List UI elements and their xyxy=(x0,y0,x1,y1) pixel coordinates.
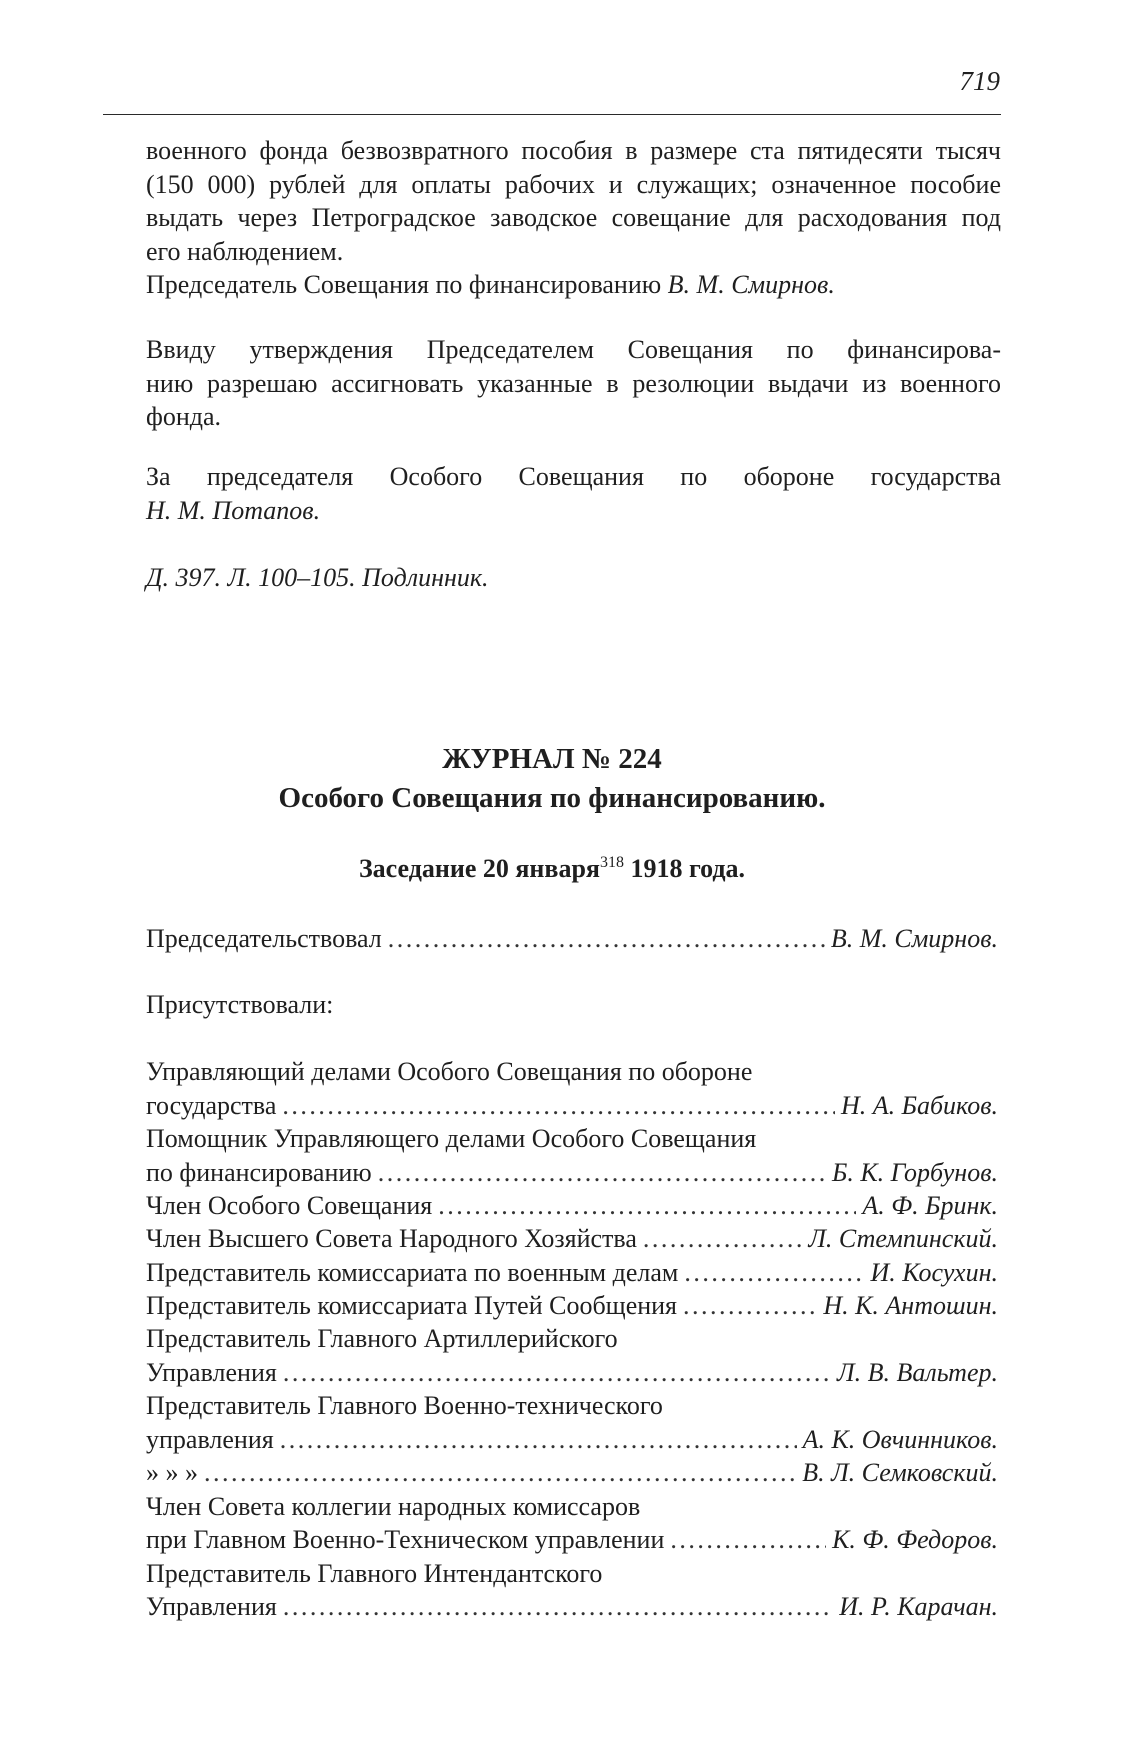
attendee-label: Представитель комиссариата Путей Сообщения xyxy=(146,1291,678,1320)
leader-dots xyxy=(643,1222,802,1256)
journal-subtitle: Особого Совещания по финансированию. xyxy=(278,782,826,814)
attendee-row xyxy=(146,1423,998,1457)
attendee-name: Н. К. Антошин. xyxy=(823,1291,998,1320)
approval-line: Ввиду утверждения Председателем Совещания по финансирова- xyxy=(146,335,1001,364)
chairman-signature xyxy=(146,268,835,302)
session-prefix: Заседание 20 января xyxy=(358,854,600,883)
leader-dots xyxy=(283,1356,831,1390)
continuation-line: его наблюдением. xyxy=(146,236,344,266)
continuation-line: выдать через Петроградское заводское совещание для расходования под xyxy=(146,203,1001,232)
attendee-row xyxy=(146,1590,998,1624)
leader-dots xyxy=(683,1289,817,1323)
attendee-title-line: Член Совета коллегии народных комиссаров xyxy=(146,1492,641,1521)
attendee-label: при Главном Военно-Техническом управлении xyxy=(146,1525,665,1554)
deputy-signature xyxy=(146,460,1001,527)
footnote-marker: 318 xyxy=(599,854,624,871)
attendee-row xyxy=(146,1256,998,1290)
attendee-row xyxy=(146,1156,998,1190)
header-rule xyxy=(103,114,1001,115)
leader-dots xyxy=(670,1523,826,1557)
attendee-label: по финансированию xyxy=(146,1158,372,1187)
attendee-name: Л. Стемпинский. xyxy=(808,1224,998,1253)
leader-dots xyxy=(438,1189,856,1223)
attendee-row xyxy=(146,1456,998,1490)
page-number: 719 xyxy=(959,66,1000,96)
leader-dots xyxy=(283,1590,833,1624)
leader-dots xyxy=(388,922,825,956)
attendee-name: Л. В. Вальтер. xyxy=(836,1358,998,1387)
approval-line: фонда. xyxy=(146,402,222,431)
presided-label: Председательствовал xyxy=(146,924,382,953)
leader-dots xyxy=(204,1456,796,1490)
deputy-line: За председателя Особого Совещания по обороне государства xyxy=(146,462,1001,491)
attendee-title-line: Представитель Главного Военно-технического xyxy=(146,1391,663,1420)
attendee-label: государства xyxy=(146,1091,277,1120)
journal-title: ЖУРНАЛ № 224 xyxy=(442,743,662,775)
approval-paragraph xyxy=(146,333,1001,434)
attendee-title-line: Представитель Главного Артиллерийского xyxy=(146,1324,618,1353)
session-date xyxy=(103,852,1001,886)
attendee-name: В. Л. Семковский. xyxy=(802,1458,998,1487)
present-label: Присутствовали: xyxy=(146,990,334,1019)
presided-name: В. М. Смирнов. xyxy=(830,924,998,953)
attendee-label: Управления xyxy=(146,1592,277,1621)
chairman-name: В. М. Смирнов. xyxy=(667,270,835,299)
leader-dots xyxy=(280,1423,797,1457)
attendee-label: управления xyxy=(146,1425,274,1454)
attendee-label: Представитель комиссариата по военным делам xyxy=(146,1258,679,1287)
attendee-name: К. Ф. Федоров. xyxy=(832,1525,998,1554)
attendee-row xyxy=(146,1356,998,1390)
attendee-title-line: Помощник Управляющего делами Особого Совещания xyxy=(146,1124,757,1153)
approval-line: нию разрешаю ассигновать указанные в резолюции выдачи из военного xyxy=(146,368,1001,398)
attendee-name: Б. К. Горбунов. xyxy=(831,1158,998,1187)
attendee-name: И. Р. Карачан. xyxy=(839,1592,998,1621)
attendee-label: Управления xyxy=(146,1358,277,1387)
continuation-line: военного фонда безвозвратного пособия в размере ста пятидесяти тысяч xyxy=(146,136,1001,165)
attendee-label: Член Высшего Совета Народного Хозяйства xyxy=(146,1224,637,1253)
attendee-label: Член Особого Совещания xyxy=(146,1191,433,1220)
presided-row xyxy=(146,922,998,956)
chairman-label: Председатель Совещания по финансированию xyxy=(146,270,662,299)
attendee-title-line: Управляющий делами Особого Совещания по обороне xyxy=(146,1057,753,1086)
leader-dots xyxy=(282,1089,835,1123)
attendee-name: А. Ф. Бринк. xyxy=(862,1191,998,1220)
deputy-name: Н. М. Потапов. xyxy=(146,495,321,525)
continuation-paragraph xyxy=(146,134,1001,268)
attendee-name: И. Косухин. xyxy=(870,1258,998,1287)
attendee-label: » » » xyxy=(146,1458,198,1487)
attendee-row xyxy=(146,1222,998,1256)
leader-dots xyxy=(684,1256,864,1290)
attendee-name: А. К. Овчинников. xyxy=(802,1425,998,1454)
attendee-name: Н. А. Бабиков. xyxy=(840,1091,998,1120)
attendee-title-line: Представитель Главного Интендантского xyxy=(146,1559,603,1588)
leader-dots xyxy=(378,1156,826,1190)
continuation-line: (150 000) рублей для оплаты рабочих и служащих; означенное пособие xyxy=(146,169,1001,199)
archive-reference: Д. 397. Л. 100–105. Подлинник. xyxy=(146,563,489,592)
attendee-row xyxy=(146,1189,998,1223)
attendee-row xyxy=(146,1523,998,1557)
session-suffix: 1918 года. xyxy=(623,854,746,883)
attendee-row xyxy=(146,1289,998,1323)
attendee-row xyxy=(146,1089,998,1123)
